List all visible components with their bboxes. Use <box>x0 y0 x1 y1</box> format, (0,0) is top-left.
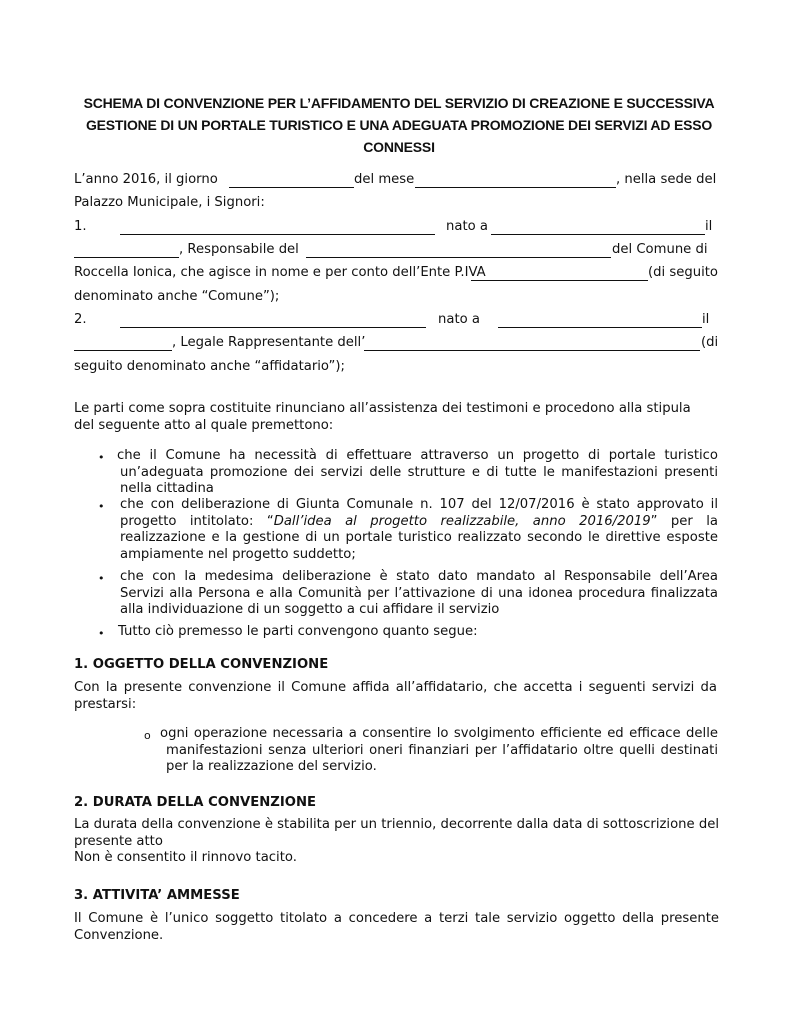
party1-birthplace-blank <box>491 234 705 235</box>
party2-company-blank <box>364 350 700 351</box>
section-1-sub-item: ogni operazione necessaria a consentire lo svolgimento efficiente ed efficace delle manifestazioni senza ulteriori oneri finanziari per l’affidatario oltre quelli destinati per la realizzazione del servizio. <box>160 726 718 774</box>
bullet-symbol: • <box>98 451 105 464</box>
section-2-heading: 2. DURATA DELLA CONVENZIONE <box>74 795 316 810</box>
title-line-1: SCHEMA DI CONVENZIONE PER L’AFFIDAMENTO DEL SERVIZIO DI CREAZIONE E SUCCESSIVA <box>83 95 715 111</box>
party1-name-blank <box>120 234 435 235</box>
section-1-text: Con la presente convenzione il Comune affida all’affidatario, che accetta i seguenti servizi da prestarsi: <box>74 680 717 712</box>
party2-di: (di <box>701 335 719 350</box>
sub-bullet-symbol: o <box>144 729 151 742</box>
document-title <box>74 92 724 158</box>
party2-il: il <box>702 312 710 327</box>
section-1-heading: 1. OGGETTO DELLA CONVENZIONE <box>74 657 329 672</box>
title-line-3: CONNESSI <box>363 139 435 155</box>
intro-anno: L’anno 2016, il giorno <box>74 172 218 187</box>
section-2-text-2: Non è consentito il rinnovo tacito. <box>74 850 297 865</box>
bullet-item-2 <box>120 497 718 563</box>
bullet-item-3: che con la medesima deliberazione è stato dato mandato al Responsabile dell’Area Servizi alla Persona e alla Comunità per l’attivazione di una idonea procedura finalizzata alla individuazione di un soggetto a cui affidare il servizio <box>120 569 718 617</box>
party1-role-blank <box>306 257 611 258</box>
bullet-symbol: • <box>98 627 105 640</box>
party2-nato-a: nato a <box>438 312 480 327</box>
party2-legale: , Legale Rappresentante dell’ <box>172 335 366 350</box>
party1-di-seguito: (di seguito <box>648 265 718 280</box>
party1-birthdate-blank <box>74 257 179 258</box>
premise-paragraph: Le parti come sopra costituite rinunciano all’assistenza dei testimoni e procedono alla stipula del seguente atto al quale premettono: <box>74 401 691 433</box>
intro-del-mese: del mese <box>354 172 415 187</box>
intro-palazzo: Palazzo Municipale, i Signori: <box>74 195 265 210</box>
bullet-2-text-post: ” per la realizzazione e la gestione di un portale turistico realizzato secondo le direttive esposte ampiamente nel progetto suddetto; <box>120 513 718 562</box>
party1-il: il <box>705 219 713 234</box>
title-line-2: GESTIONE DI UN PORTALE TURISTICO E UNA ADEGUATA PROMOZIONE DEI SERVIZI AD ESSO <box>85 117 713 133</box>
section-2-text: La durata della convenzione è stabilita per un triennio, decorrente dalla data di sottoscrizione del presente atto <box>74 817 719 849</box>
bullet-2-text-pre: che con deliberazione di Giunta Comunale n. 107 del 12/07/2016 è stato approvato il progetto intitolato: “ <box>120 497 718 529</box>
party2-seguito: seguito denominato anche “affidatario”); <box>74 359 345 374</box>
party1-roccella: Roccella Ionica, che agisce in nome e per conto dell’Ente P.IVA <box>74 265 486 280</box>
intro-nella-sede: , nella sede del <box>616 172 717 187</box>
party2-name-blank <box>120 327 426 328</box>
party1-piva-blank <box>471 280 648 281</box>
giorno-blank <box>229 187 354 188</box>
party2-number: 2. <box>74 312 87 327</box>
section-3-heading: 3. ATTIVITA’ AMMESSE <box>74 888 240 903</box>
party2-birthplace-blank <box>498 327 702 328</box>
bullet-symbol: • <box>98 500 105 513</box>
party2-birthdate-blank <box>74 350 172 351</box>
bullet-item-1: che il Comune ha necessità di effettuare attraverso un progetto di portale turistico un’adeguata promozione dei servizi delle strutture e di tutte le manifestazioni presenti nella cittadina <box>117 448 718 496</box>
party1-denominato: denominato anche “Comune”); <box>74 289 280 304</box>
section-3-text: Il Comune è l’unico soggetto titolato a concedere a terzi tale servizio oggetto della presente Convenzione. <box>74 911 719 943</box>
bullet-symbol: • <box>98 572 105 585</box>
party1-del-comune: del Comune di <box>612 242 708 257</box>
mese-blank <box>415 187 616 188</box>
party1-number: 1. <box>74 219 87 234</box>
party1-nato-a: nato a <box>446 219 488 234</box>
party1-responsabile: , Responsabile del <box>179 242 299 257</box>
bullet-item-4: Tutto ciò premesso le parti convengono quanto segue: <box>118 624 478 639</box>
bullet-2-project-title: Dall’idea al progetto realizzabile, anno 2016/2019 <box>273 513 651 529</box>
